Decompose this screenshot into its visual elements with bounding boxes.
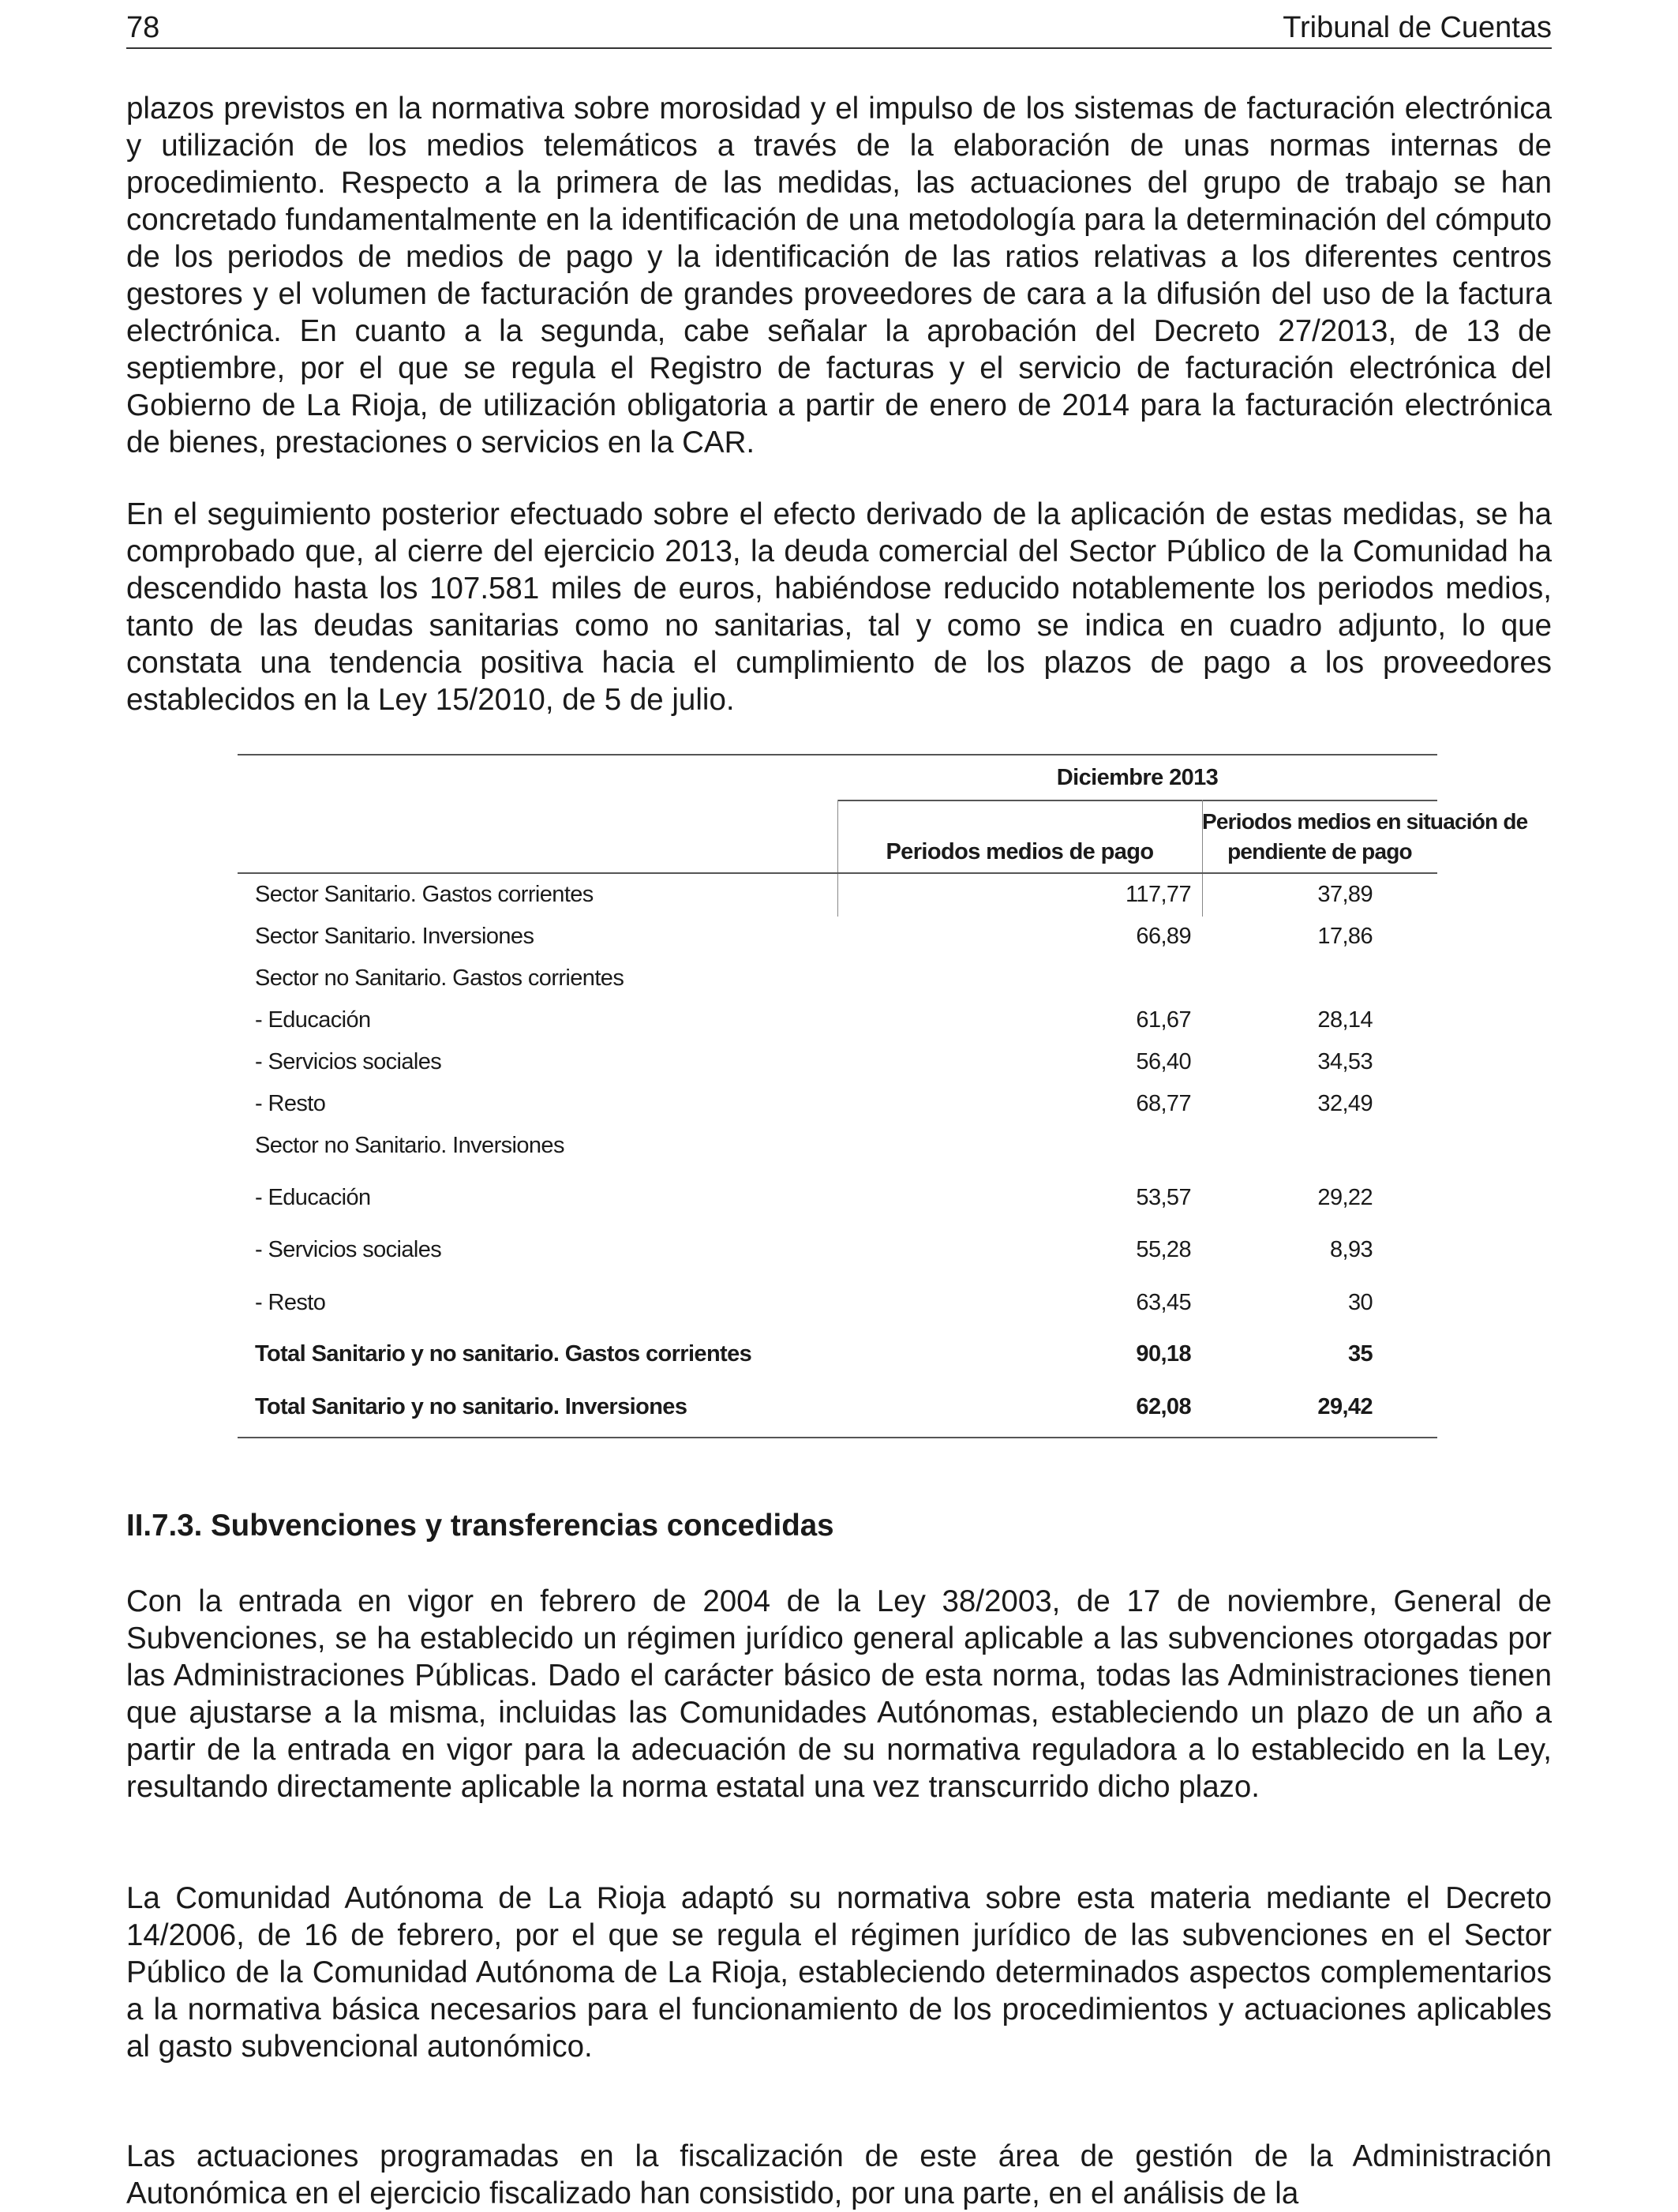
paragraph-2: En el seguimiento posterior efectuado sobre el efecto derivado de la aplicación de estas medidas, se ha comprobado que, al cierre del ejercicio 2013, la deuda comercial del Sector Público de la Comunidad ha descendido hasta los 107.581 miles de euros, habiéndose reducido notablemente los periodos medios, tanto de las deudas sanitarias como no sanitarias, tal y como se indica en cuadro adjunto, lo que constata una tendencia positiva hacia el cumplimiento de los plazos de pago a los proveedores establecidos en la Ley 15/2010, de 5 de julio. <box>126 497 1552 717</box>
paragraph-3: Con la entrada en vigor en febrero de 2004 de la Ley 38/2003, de 17 de noviembre, General de Subvenciones, se ha establecido un régimen jurídico general aplicable a las subvenciones otorgadas por las Administraciones Públicas. Dado el carácter básico de esta norma, todas las Administraciones tienen que ajustarse a la misma, incluidas las Comunidades Autónomas, estableciendo un plazo de un año a partir de la entrada en vigor para la adecuación de su normativa reguladora a lo establecido en la Ley, resultando directamente aplicable la norma estatal una vez transcurrido dicho plazo. <box>126 1584 1552 1804</box>
table-cell-pending-period: 29,22 <box>1317 1185 1373 1210</box>
table-cell-pending-period: 32,49 <box>1317 1091 1373 1116</box>
table-row-label: - Educación <box>255 1007 371 1033</box>
paragraph-1: plazos previstos en la normativa sobre morosidad y el impulso de los sistemas de facturación electrónica y utilización de los medios telemáticos a través de la elaboración de unas normas internas de procedimiento. Respecto a la primera de las medidas, las actuaciones del grupo de trabajo se han concretado fundamentalmente en la identificación de una metodología para la determinación del cómputo de los periodos de medios de pago y la identificación de las ratios relativas a los diferentes centros gestores y el volumen de facturación de grandes proveedores de cara a la difusión del uso de la factura electrónica. En cuanto a la segunda, cabe señalar la aprobación del Decreto 27/2013, de 13 de septiembre, por el que se regula el Registro de facturas y el servicio de facturación electrónica del Gobierno de La Rioja, de utilización obligatoria a partir de enero de 2014 para la facturación electrónica de bienes, prestaciones o servicios en la CAR. <box>126 92 1552 459</box>
page-header <box>126 9 1552 49</box>
table-cell-pending-period: 28,14 <box>1317 1007 1373 1033</box>
table-cell-payment-period: 117,77 <box>1126 882 1191 907</box>
organization-name: Tribunal de Cuentas <box>1283 11 1552 44</box>
table-cell-pending-period: 8,93 <box>1329 1237 1373 1262</box>
table-col2-header-line2: pendiente de pago <box>1227 839 1412 864</box>
table-cell-pending-period: 37,89 <box>1317 882 1373 907</box>
table-cell-payment-period: 56,40 <box>1136 1049 1191 1074</box>
table-cell-payment-period: 90,18 <box>1136 1341 1191 1367</box>
table-row-label: - Servicios sociales <box>255 1237 442 1262</box>
table-cell-pending-period: 34,53 <box>1317 1049 1373 1074</box>
table-cell-pending-period: 17,86 <box>1317 924 1373 949</box>
table-cell-payment-period: 62,08 <box>1136 1394 1191 1419</box>
page-number: 78 <box>126 11 160 44</box>
table-cell-pending-period: 35 <box>1347 1341 1373 1367</box>
table-row-label: - Educación <box>255 1185 371 1210</box>
table-row-label: Total Sanitario y no sanitario. Inversiones <box>255 1394 687 1419</box>
table-row-label: Sector Sanitario. Gastos corrientes <box>255 882 594 907</box>
table-cell-payment-period: 61,67 <box>1136 1007 1191 1033</box>
table-row-label: - Resto <box>255 1091 326 1116</box>
table-row-label: - Servicios sociales <box>255 1049 442 1074</box>
paragraph-5: Las actuaciones programadas en la fiscalización de este área de gestión de la Administración Autonómica en el ejercicio fiscalizado han consistido, por una parte, en el análisis de la <box>126 2139 1552 2210</box>
table-cell-payment-period: 68,77 <box>1136 1091 1191 1116</box>
table-cell-pending-period: 29,42 <box>1317 1394 1373 1419</box>
table-row-label: Total Sanitario y no sanitario. Gastos corrientes <box>255 1341 752 1367</box>
table-group-header: Diciembre 2013 <box>1056 765 1219 790</box>
table-row-label: Sector Sanitario. Inversiones <box>255 924 534 949</box>
table-header-rule <box>238 872 1437 874</box>
table-cell-pending-period: 30 <box>1347 1290 1373 1315</box>
table-cell-payment-period: 53,57 <box>1136 1185 1191 1210</box>
table-row-label: Sector no Sanitario. Inversiones <box>255 1133 564 1158</box>
table-bottom-rule <box>238 1437 1437 1438</box>
table-col2-header-line1: Periodos medios en situación de <box>1202 809 1528 834</box>
paragraph-4: La Comunidad Autónoma de La Rioja adaptó su normativa sobre esta materia mediante el Decreto 14/2006, de 16 de febrero, por el que se regula el régimen jurídico de las subvenciones en el Sector Público de la Comunidad Autónoma de La Rioja, estableciendo determinados aspectos complementarios a la normativa básica necesarios para el funcionamiento de los procedimientos y actuaciones aplicables al gasto subvencional autonómico. <box>126 1881 1552 2064</box>
table-top-rule <box>238 754 1437 755</box>
section-heading: II.7.3. Subvenciones y transferencias concedidas <box>126 1509 834 1543</box>
table-row-label: - Resto <box>255 1290 326 1315</box>
table-cell-payment-period: 66,89 <box>1136 924 1191 949</box>
table-cell-payment-period: 63,45 <box>1136 1290 1191 1315</box>
table-col1-header: Periodos medios de pago <box>886 839 1154 864</box>
table-group-rule <box>837 800 1437 801</box>
table-cell-payment-period: 55,28 <box>1136 1237 1191 1262</box>
table-row-label: Sector no Sanitario. Gastos corrientes <box>255 965 624 991</box>
